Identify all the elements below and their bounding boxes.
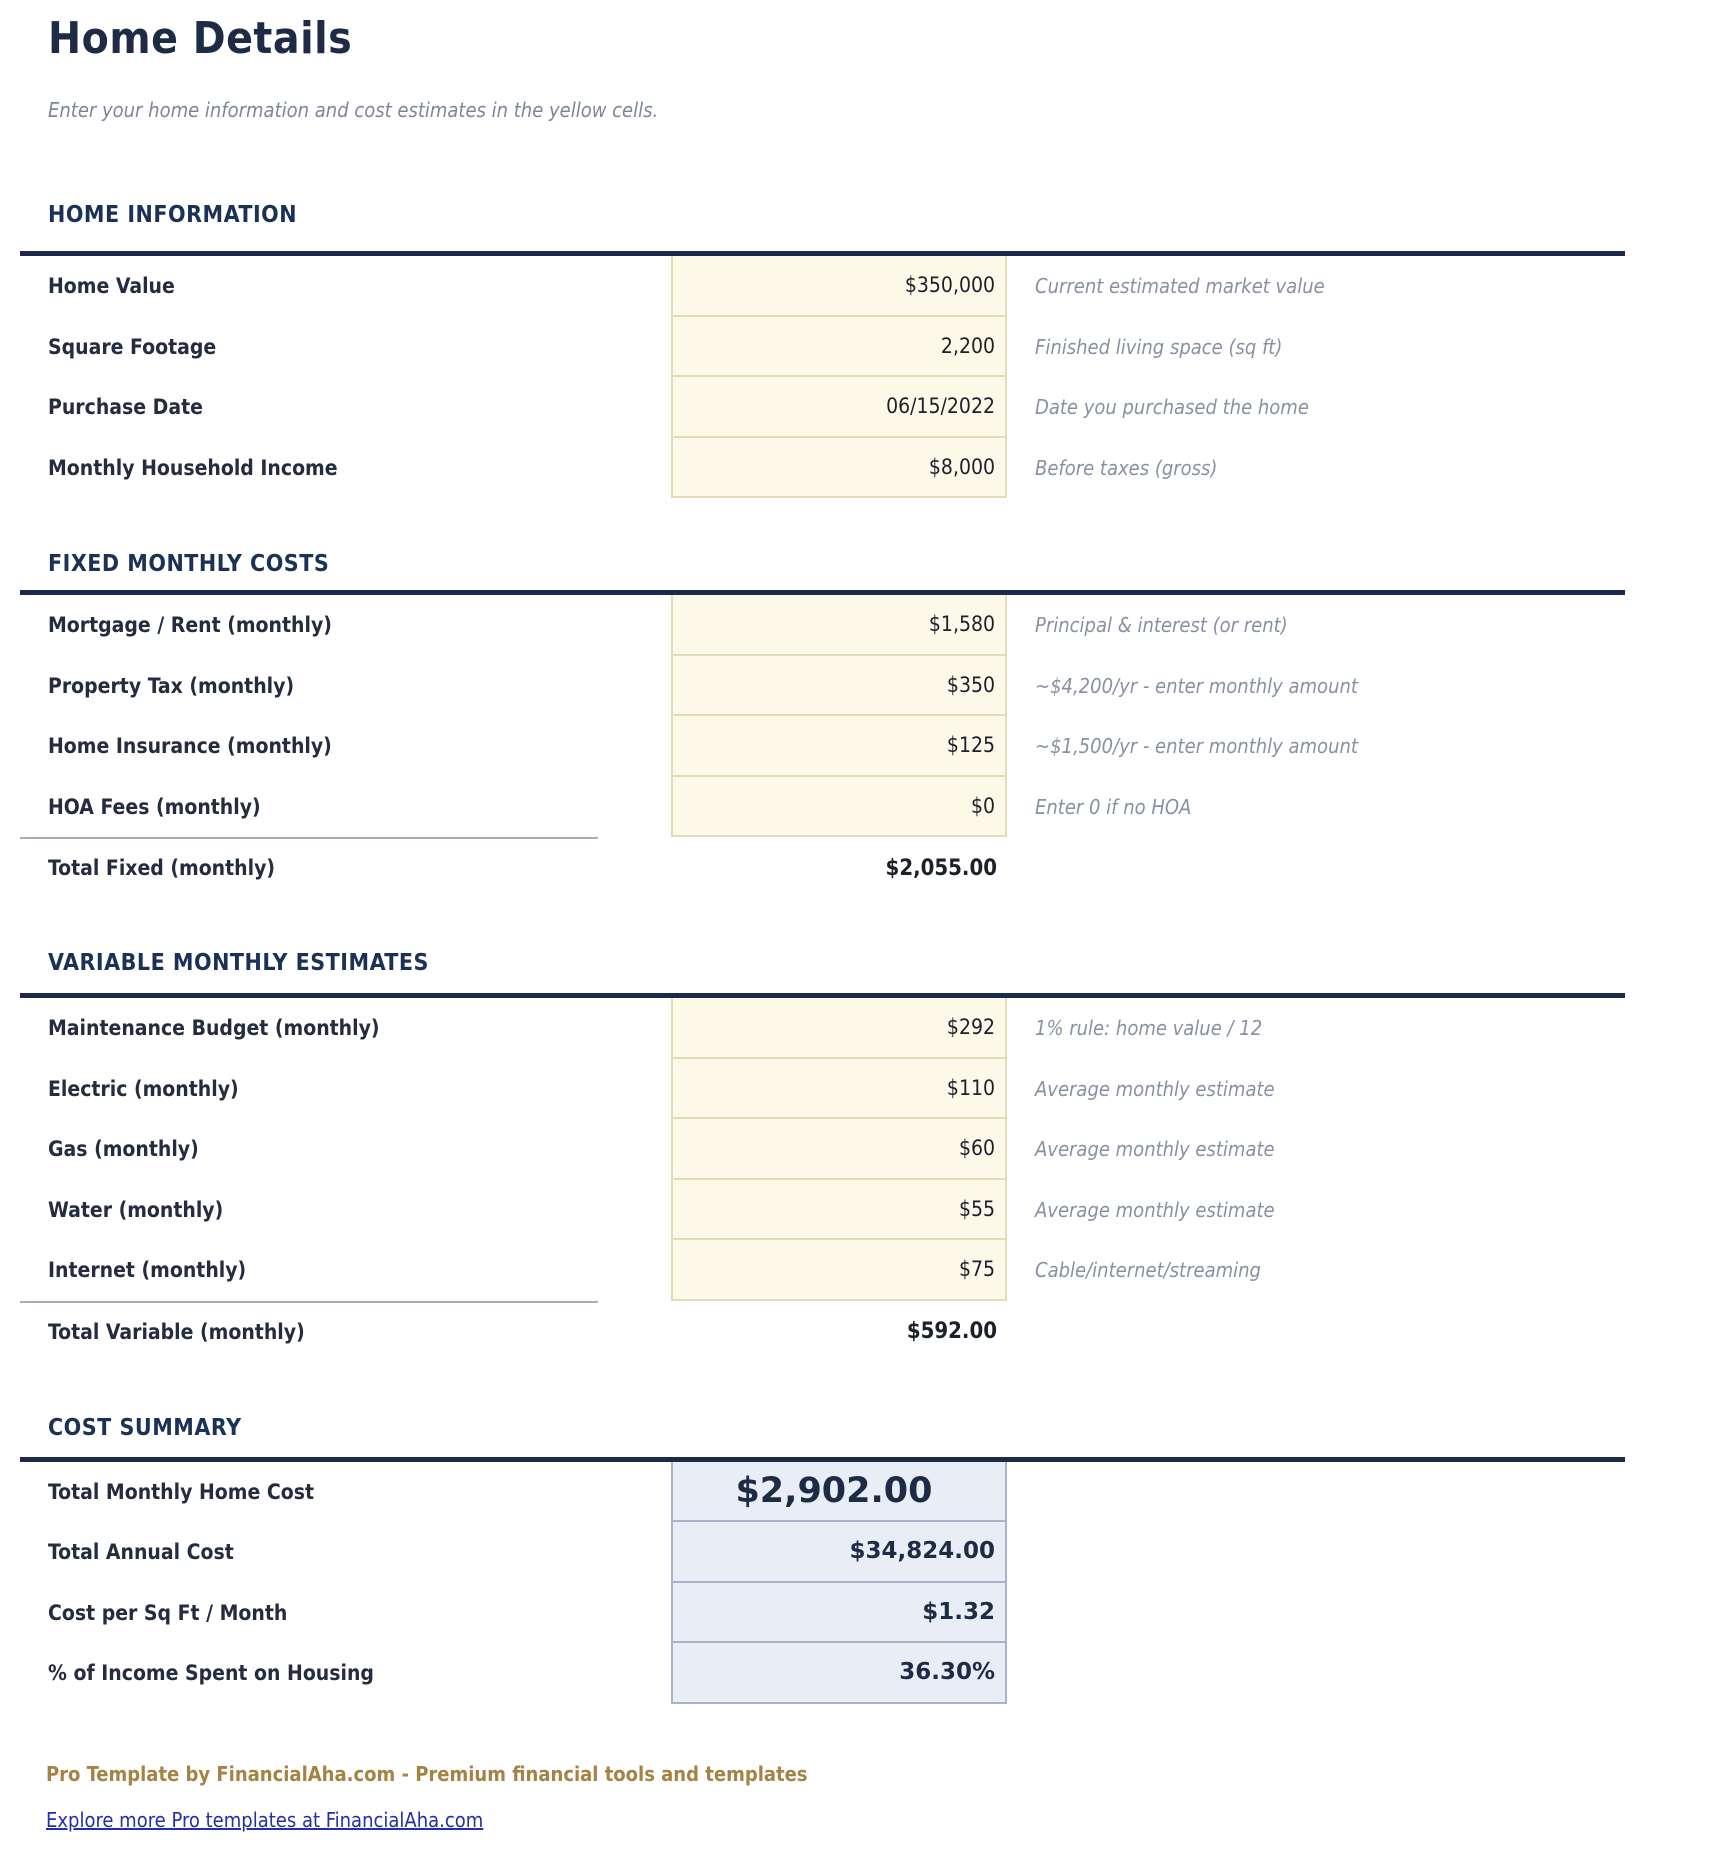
table-row: [20, 1643, 1625, 1704]
row-label-home-insurance: Home Insurance (monthly): [48, 734, 332, 759]
cost-summary-table: [20, 1457, 1625, 1704]
row-note: [1007, 837, 1625, 899]
row-label-hoa-fees: HOA Fees (monthly): [48, 794, 261, 819]
row-note: Average monthly estimate: [1035, 1076, 1275, 1101]
home-value-input[interactable]: $350,000: [671, 256, 1007, 317]
row-note: ~$4,200/yr - enter monthly amount: [1035, 673, 1358, 698]
row-label-total-annual-cost: Total Annual Cost: [48, 1540, 234, 1565]
home-insurance-input[interactable]: $125: [671, 716, 1007, 777]
row-label-mortgage-rent: Mortgage / Rent (monthly): [48, 613, 332, 638]
table-row: [20, 317, 1625, 378]
row-note: [1007, 1522, 1625, 1583]
row-note: Before taxes (gross): [1035, 455, 1218, 480]
table-row: [20, 595, 1625, 656]
row-label-gas: Gas (monthly): [48, 1137, 199, 1162]
footer-explore-link[interactable]: Explore more Pro templates at FinancialAha.com: [46, 1807, 484, 1832]
row-note: Average monthly estimate: [1035, 1197, 1275, 1222]
table-row: [20, 998, 1625, 1059]
internet-input[interactable]: $75: [671, 1240, 1007, 1301]
table-row: [20, 1462, 1625, 1523]
page-subtitle: Enter your home information and cost estimates in the yellow cells.: [48, 98, 659, 122]
row-label-total-monthly-cost: Total Monthly Home Cost: [48, 1479, 314, 1504]
total-fixed-label: Total Fixed (monthly): [48, 856, 276, 880]
total-annual-cost-value: $34,824.00: [671, 1522, 1007, 1583]
row-label-electric: Electric (monthly): [48, 1076, 239, 1101]
row-label-monthly-income: Monthly Household Income: [48, 455, 338, 480]
home-information-table: [20, 251, 1625, 498]
table-row: [20, 377, 1625, 438]
row-label-square-footage: Square Footage: [48, 334, 217, 359]
row-note: Cable/internet/streaming: [1035, 1258, 1261, 1283]
water-input[interactable]: $55: [671, 1180, 1007, 1241]
row-label-internet: Internet (monthly): [48, 1258, 247, 1283]
electric-input[interactable]: $110: [671, 1059, 1007, 1120]
row-note: Average monthly estimate: [1035, 1137, 1275, 1162]
row-note: Enter 0 if no HOA: [1035, 794, 1192, 819]
footer-credit-text: Pro Template by FinancialAha.com - Premium financial tools and templates: [46, 1761, 808, 1786]
monthly-income-input[interactable]: $8,000: [671, 438, 1007, 499]
row-note: Current estimated market value: [1035, 274, 1325, 299]
total-variable-value: $592.00: [906, 1319, 997, 1344]
total-variable-label: Total Variable (monthly): [48, 1319, 305, 1344]
row-label-income-percent: % of Income Spent on Housing: [48, 1661, 374, 1686]
row-note: ~$1,500/yr - enter monthly amount: [1035, 734, 1358, 759]
table-row: [20, 1583, 1625, 1644]
section-heading-home-information: HOME INFORMATION: [48, 202, 298, 228]
row-label-home-value: Home Value: [48, 274, 175, 299]
table-row: [20, 438, 1625, 499]
table-row: [20, 1119, 1625, 1180]
table-row: [20, 1059, 1625, 1120]
row-note: [1007, 1462, 1625, 1523]
table-row: [20, 1522, 1625, 1583]
property-tax-input[interactable]: $350: [671, 656, 1007, 717]
table-row: [20, 1180, 1625, 1241]
table-row: [20, 1240, 1625, 1301]
row-label-property-tax: Property Tax (monthly): [48, 673, 295, 698]
purchase-date-input[interactable]: 06/15/2022: [671, 377, 1007, 438]
table-row: [20, 256, 1625, 317]
row-note: [1007, 1583, 1625, 1644]
section-heading-cost-summary: COST SUMMARY: [48, 1414, 242, 1441]
table-row: [20, 656, 1625, 717]
row-label-maintenance-budget: Maintenance Budget (monthly): [48, 1016, 380, 1041]
row-note: Principal & interest (or rent): [1035, 613, 1288, 638]
row-label-water: Water (monthly): [48, 1197, 224, 1222]
total-fixed-row: [20, 837, 1625, 899]
total-fixed-value: $2,055.00: [885, 855, 997, 881]
variable-estimates-table: [20, 993, 1625, 1363]
hoa-fees-input[interactable]: $0: [671, 777, 1007, 838]
page-title: Home Details: [48, 13, 353, 64]
maintenance-budget-input[interactable]: $292: [671, 998, 1007, 1059]
row-note: [1007, 1301, 1625, 1363]
row-note: [1007, 1643, 1625, 1704]
page-content: [20, 0, 1625, 1832]
row-label-purchase-date: Purchase Date: [48, 395, 203, 420]
row-note: 1% rule: home value / 12: [1035, 1016, 1263, 1041]
section-heading-fixed-costs: FIXED MONTHLY COSTS: [48, 551, 330, 577]
section-heading-variable-estimates: VARIABLE MONTHLY ESTIMATES: [48, 950, 429, 976]
square-footage-input[interactable]: 2,200: [671, 317, 1007, 378]
table-row: [20, 777, 1625, 838]
table-row: [20, 716, 1625, 777]
gas-input[interactable]: $60: [671, 1119, 1007, 1180]
row-note: Date you purchased the home: [1035, 395, 1309, 420]
total-monthly-cost-value: $2,902.00: [671, 1462, 1007, 1523]
mortgage-rent-input[interactable]: $1,580: [671, 595, 1007, 656]
row-label-cost-per-sqft: Cost per Sq Ft / Month: [48, 1600, 288, 1625]
cost-per-sqft-value: $1.32: [671, 1583, 1007, 1644]
row-note: Finished living space (sq ft): [1035, 334, 1283, 359]
income-percent-value: 36.30%: [671, 1643, 1007, 1704]
fixed-costs-table: [20, 590, 1625, 899]
total-variable-row: [20, 1301, 1625, 1363]
